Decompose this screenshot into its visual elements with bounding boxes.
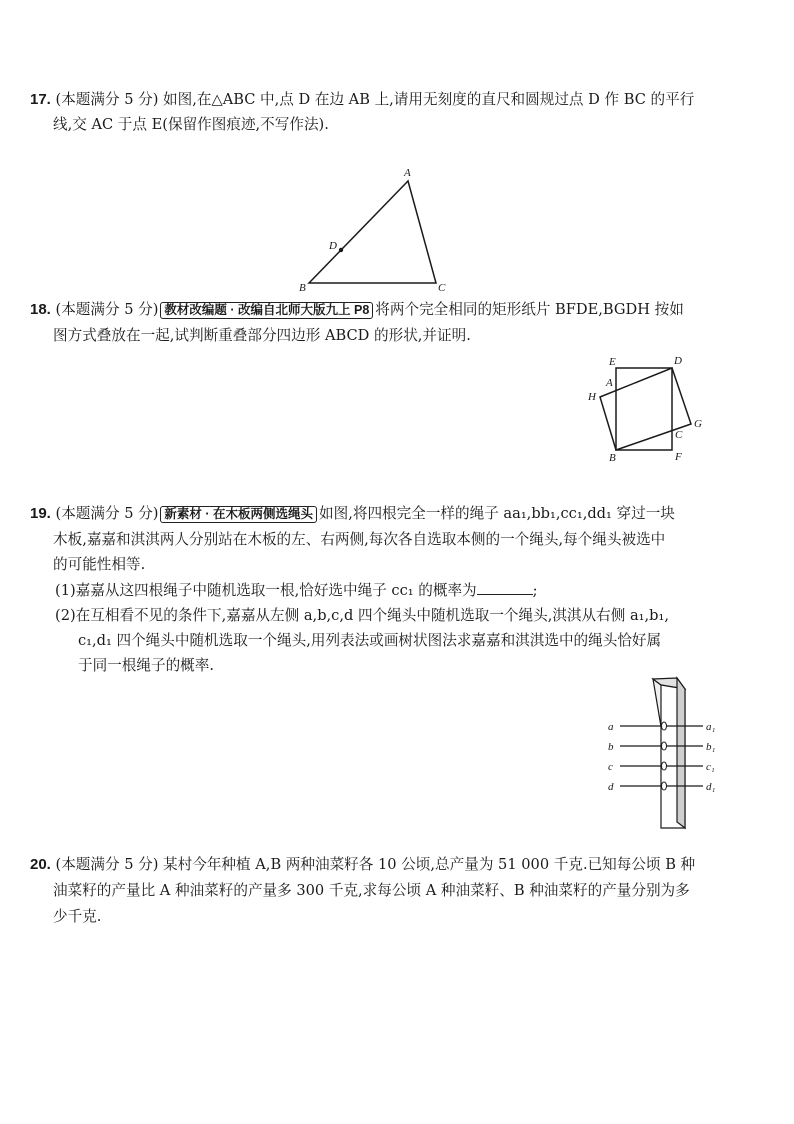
q19-text-line1: 如图,将四根完全一样的绳子 aa₁,bb₁,cc₁,dd₁ 穿过一块 bbox=[319, 505, 675, 522]
q19-part1-end: ; bbox=[532, 582, 538, 599]
q20-number: 20. bbox=[30, 856, 51, 873]
q18-number: 18. bbox=[30, 301, 51, 318]
q19-text-line2: 木板,嘉嘉和淇淇两人分别站在木板的左、右两侧,每次各自选取本侧的一个绳头,每个绳头被选中 bbox=[53, 531, 666, 548]
label-e: E bbox=[609, 356, 616, 368]
label-a: A bbox=[404, 167, 411, 179]
label-f: F bbox=[675, 451, 682, 463]
q20-text-line3: 少千克. bbox=[53, 908, 102, 925]
rope-left-a: a bbox=[608, 721, 614, 733]
rope-right-c1: c₁ bbox=[706, 761, 715, 773]
label-h: H bbox=[588, 391, 596, 403]
rope-right-d1: d₁ bbox=[706, 781, 716, 793]
board-right-edge bbox=[677, 678, 685, 828]
label-d2: D bbox=[674, 355, 682, 367]
label-g: G bbox=[694, 418, 702, 430]
q20-text-line1: (本题满分 5 分) 某村今年种植 A,B 两种油菜籽各 10 公顷,总产量为 51 000 千克.已知每公顷 B 种 bbox=[55, 856, 696, 873]
rope-right-a1: a₁ bbox=[706, 721, 716, 733]
q20-line3 bbox=[53, 908, 101, 926]
label-c: C bbox=[438, 282, 446, 294]
q20-text-line2: 油菜籽的产量比 A 种油菜籽的产量多 300 千克,求每公顷 A 种油菜籽、B 种油菜籽的产量分别为多 bbox=[53, 882, 690, 899]
rope-left-c: c bbox=[608, 761, 613, 773]
q17-number: 17. bbox=[30, 91, 51, 108]
q19-part2-text3: 于同一根绳子的概率. bbox=[78, 657, 214, 674]
q18-source-tag: 教材改编题 · 改编自北师大版九上 P8 bbox=[160, 302, 373, 319]
label-a2: A bbox=[606, 377, 613, 389]
q19-part2-text1: (2)在互相看不见的条件下,嘉嘉从左侧 a,b,c,d 四个绳头中随机选取一个绳头,淇淇从右侧 a₁,b₁, bbox=[55, 607, 669, 624]
label-b: B bbox=[299, 282, 306, 294]
rope-left-d: d bbox=[608, 781, 614, 793]
q20-line1 bbox=[30, 856, 695, 874]
q18-text-line2: 图方式叠放在一起,试判断重叠部分四边形 ABCD 的形状,并证明. bbox=[53, 327, 471, 344]
rope-left-b: b bbox=[608, 741, 614, 753]
label-c2: C bbox=[675, 429, 683, 441]
q19-source-tag: 新素材 · 在木板两侧选绳头 bbox=[160, 506, 317, 523]
q19-number: 19. bbox=[30, 505, 51, 522]
q19-text-line3: 的可能性相等. bbox=[53, 556, 146, 573]
q17-text-line2: 线,交 AC 于点 E(保留作图痕迹,不写作法). bbox=[53, 116, 329, 133]
label-d: D bbox=[329, 240, 337, 252]
q20-line2 bbox=[53, 882, 690, 900]
q18-prefix: (本题满分 5 分) bbox=[55, 301, 159, 318]
q19-part1-text: (1)嘉嘉从这四根绳子中随机选取一根,恰好选中绳子 cc₁ 的概率为 bbox=[55, 582, 477, 599]
q19-part2-text2: c₁,d₁ 四个绳头中随机选取一个绳头,用列表法或画树状图法求嘉嘉和淇淇选中的绳头恰好属 bbox=[78, 632, 662, 649]
q18-text-line1: 将两个完全相同的矩形纸片 BFDE,BGDH 按如 bbox=[375, 301, 684, 318]
label-b2: B bbox=[609, 452, 616, 464]
q17-text-line1: (本题满分 5 分) 如图,在△ABC 中,点 D 在边 AB 上,请用无刻度的直尺和圆规过点 D 作 BC 的平行 bbox=[55, 91, 695, 108]
q19-prefix: (本题满分 5 分) bbox=[55, 505, 159, 522]
rope-right-b1: b₁ bbox=[706, 741, 716, 753]
